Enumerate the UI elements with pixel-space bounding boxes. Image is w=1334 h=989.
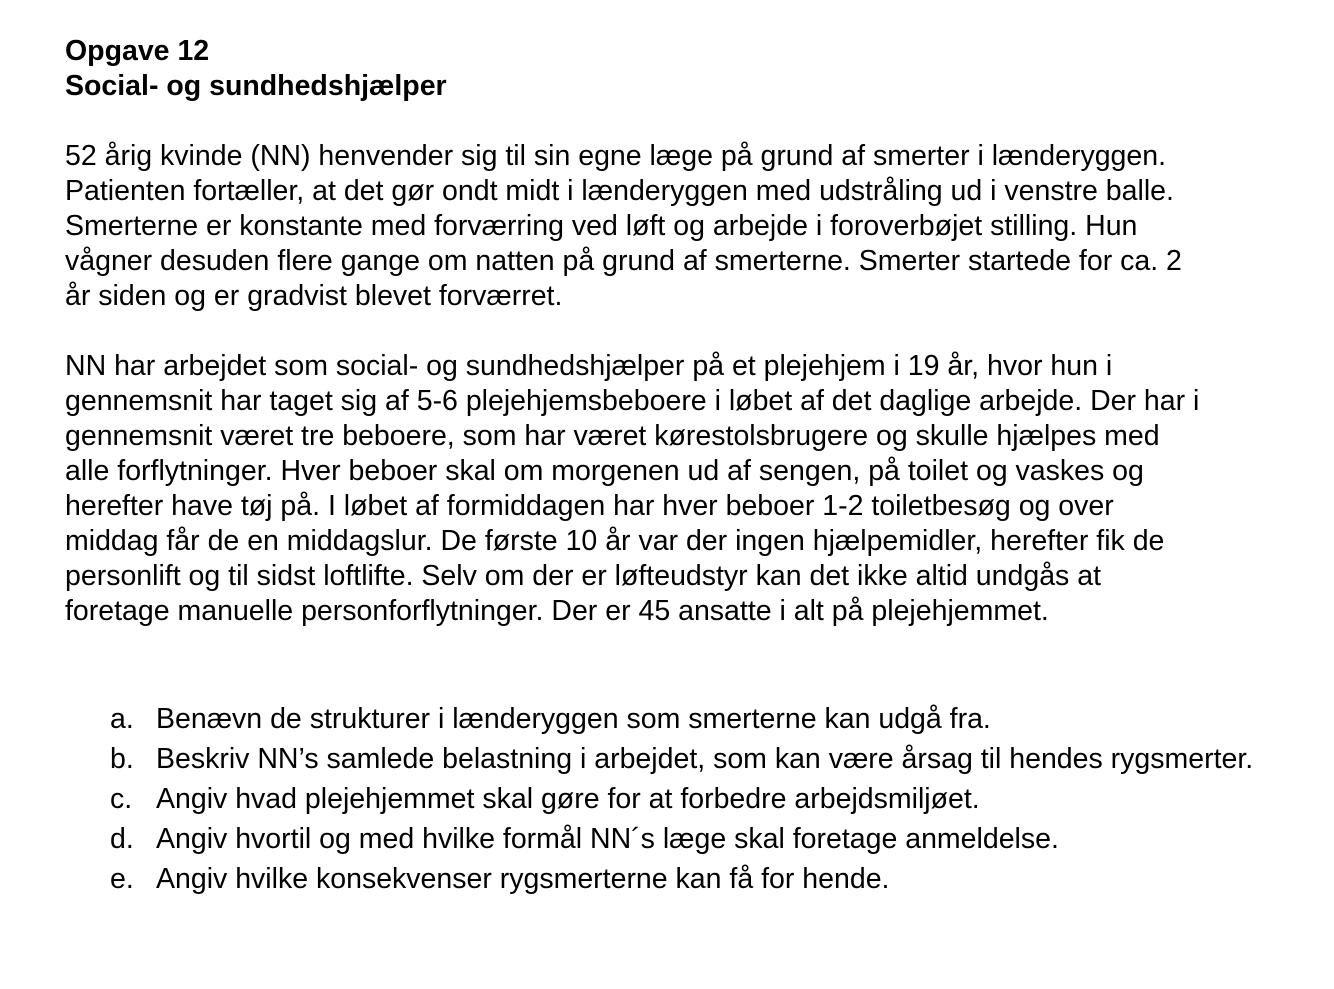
question-text: Angiv hvad plejehjemmet skal gøre for at forbedre arbejdsmiljøet. (156, 783, 980, 815)
list-marker: e. (110, 863, 134, 895)
paragraph-line: middag får de en middagslur. De første 10 år var der ingen hjælpemidler, herefter fik de (65, 525, 1165, 557)
document-page (65, 34, 1305, 895)
question-item-d (110, 819, 1260, 859)
list-marker: a. (110, 703, 134, 735)
question-text: Benævn de strukturer i lænderyggen som smerterne kan udgå fra. (156, 703, 991, 735)
paragraph-line: vågner desuden flere gange om natten på grund af smerterne. Smerter startede for ca. 2 (65, 245, 1182, 277)
question-text: Beskriv NN’s samlede belastning i arbejdet, som kan være årsag til hendes rygsmerter. (156, 743, 1254, 775)
paragraph-line: NN har arbejdet som social- og sundhedshjælper på et plejehjem i 19 år, hvor hun i (65, 350, 1113, 382)
question-text: Angiv hvilke konsekvenser rygsmerterne kan få for hende. (156, 863, 890, 895)
case-description-paragraph (65, 139, 1305, 314)
paragraph-line: herefter have tøj på. I løbet af formiddagen har hver beboer 1-2 toiletbesøg og over (65, 490, 1114, 522)
question-item-e (110, 859, 1260, 899)
paragraph-line: personlift og til sidst loftlifte. Selv om der er løfteudstyr kan det ikke altid undgås at (65, 560, 1101, 592)
paragraph-line: alle forflytninger. Hver beboer skal om morgenen ud af sengen, på toilet og vaskes og (65, 455, 1144, 487)
paragraph-line: gennemsnit været tre beboere, som har været kørestolsbrugere og skulle hjælpes med (65, 420, 1160, 452)
paragraph-line: Patienten fortæller, at det gør ondt midt i lænderyggen med udstråling ud i venstre balle. (65, 175, 1174, 207)
question-item-a (110, 699, 1260, 739)
paragraph-line: 52 årig kvinde (NN) henvender sig til sin egne læge på grund af smerter i lænderyggen. (65, 140, 1167, 172)
paragraph-line: foretage manuelle personforflytninger. Der er 45 ansatte i alt på plejehjemmet. (65, 595, 1049, 627)
list-marker: b. (110, 743, 134, 775)
paragraph-line: Smerterne er konstante med forværring ved løft og arbejde i foroverbøjet stilling. Hun (65, 210, 1138, 242)
question-text: Angiv hvortil og med hvilke formål NN´s læge skal foretage anmeldelse. (156, 823, 1059, 855)
question-item-c (110, 779, 1260, 819)
work-history-paragraph (65, 349, 1305, 629)
task-number-heading: Opgave 12 (65, 35, 210, 67)
list-marker: c. (110, 783, 133, 815)
list-marker: d. (110, 823, 134, 855)
profession-heading: Social- og sundhedshjælper (65, 70, 447, 102)
paragraph-line: gennemsnit har taget sig af 5-6 plejehjemsbeboere i løbet af det daglige arbejde. Der har i (65, 385, 1200, 417)
question-list (110, 699, 1260, 899)
paragraph-line: år siden og er gradvist blevet forværret. (65, 280, 563, 312)
document-title (65, 34, 1305, 104)
question-item-b (110, 739, 1260, 779)
